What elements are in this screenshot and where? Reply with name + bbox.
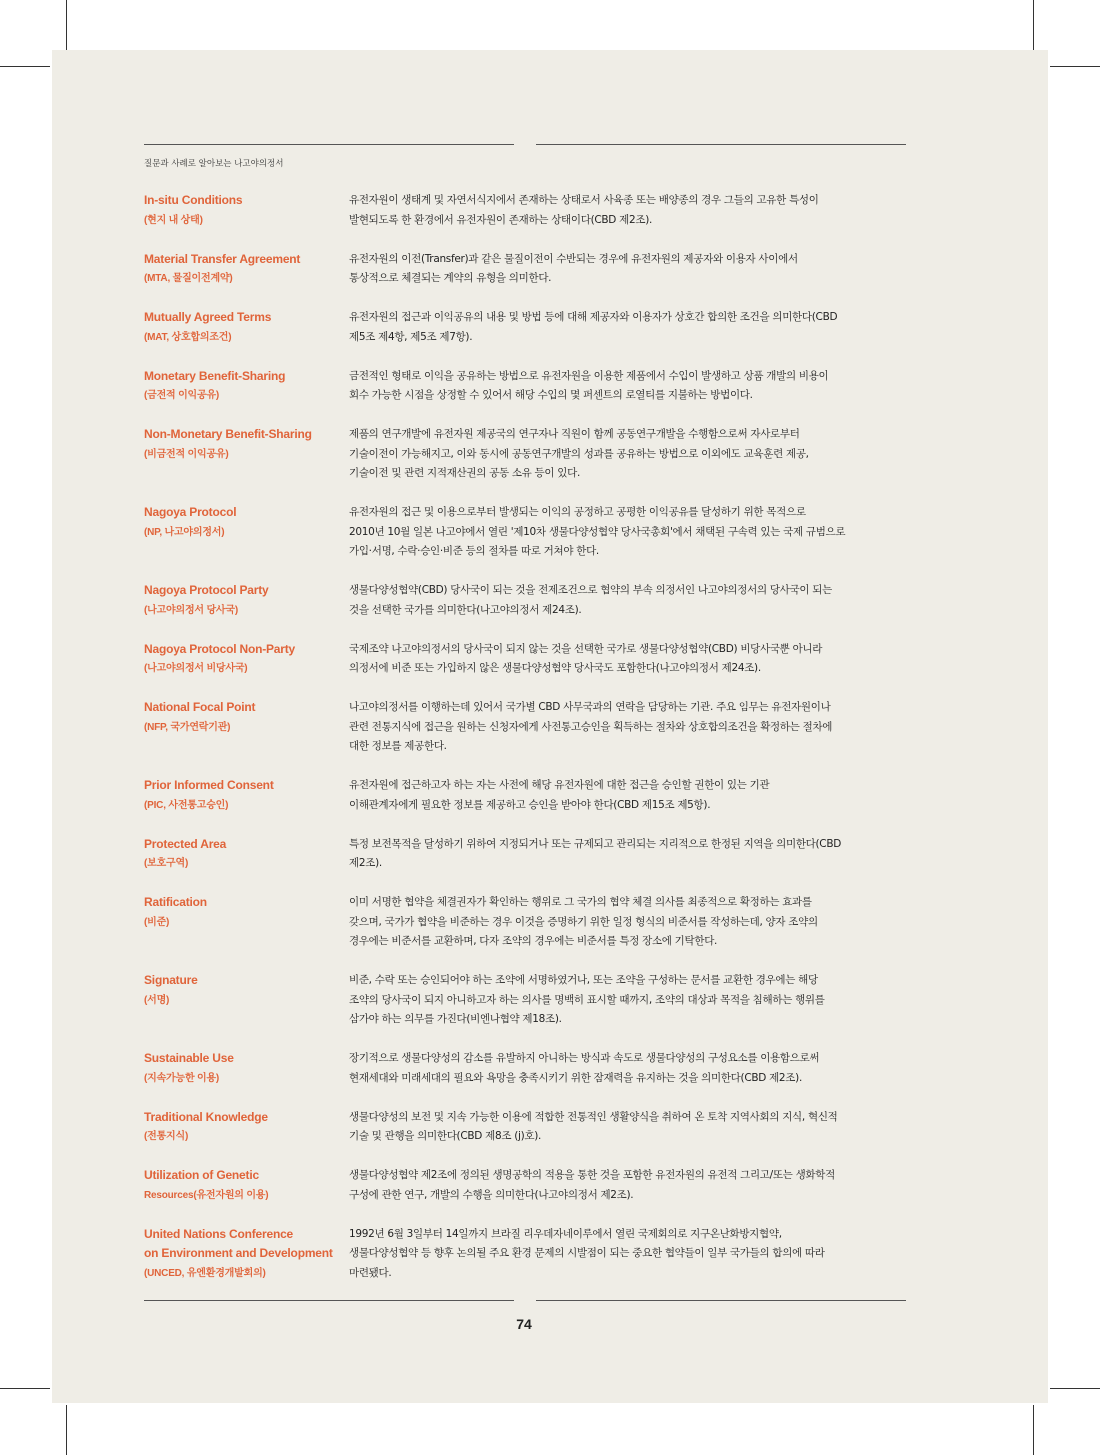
- glossary-definition: [349, 191, 914, 230]
- term-english: Non-Monetary Benefit-Sharing: [144, 427, 312, 441]
- crop-mark: [1033, 0, 1034, 50]
- term-korean: (현지 내 상태): [144, 214, 203, 226]
- glossary-definition: [349, 250, 914, 289]
- term-korean: (비준): [144, 916, 170, 928]
- glossary-list: [144, 191, 914, 1283]
- glossary-definition: [349, 425, 914, 484]
- glossary-term: [144, 308, 349, 347]
- definition-line: 기술 및 관행을 의미한다(CBD 제8조 (j)호).: [349, 1130, 542, 1142]
- definition-line: 삼가야 하는 의무를 가진다(비엔나협약 제18조).: [349, 1013, 562, 1025]
- glossary-term: [144, 367, 349, 406]
- glossary-entry: [144, 835, 914, 874]
- definition-line: 장기적으로 생물다양성의 감소를 유발하지 아니하는 방식과 속도로 생물다양성의 구성요소를 이용함으로써: [349, 1052, 820, 1064]
- definition-line: 조약의 당사국이 되지 아니하고자 하는 의사를 명백히 표시할 때까지, 조약의 대상과 목적을 침해하는 행위를: [349, 993, 825, 1006]
- definition-line: 유전자원의 이전(Transfer)과 같은 물질이전이 수반되는 경우에 유전자원의 제공자와 이용자 사이에서: [349, 252, 798, 265]
- glossary-term: [144, 503, 349, 542]
- definition-line: 제2조).: [349, 857, 382, 869]
- term-korean: (NFP, 국가연락기관): [144, 721, 231, 733]
- term-english: Nagoya Protocol Non-Party: [144, 641, 296, 656]
- glossary-definition: [349, 640, 914, 679]
- definition-line: 의정서에 비준 또는 가입하지 않은 생물다양성협약 당사국도 포함한다(나고야의정서 제24조).: [349, 662, 761, 674]
- glossary-entry: [144, 503, 914, 562]
- glossary-term: [144, 893, 349, 932]
- definition-line: 국제조약 나고야의정서의 당사국이 되지 않는 것을 선택한 국가로 생물다양성협약(CBD) 비당사국뿐 아니라: [349, 642, 823, 655]
- glossary-entry: [144, 1108, 914, 1147]
- glossary-definition: [349, 503, 914, 562]
- definition-line: 것을 선택한 국가를 의미한다(나고야의정서 제24조).: [349, 603, 582, 616]
- glossary-term: [144, 425, 349, 464]
- definition-line: 대한 정보를 제공한다.: [349, 740, 447, 752]
- glossary-term: [144, 191, 349, 230]
- glossary-definition: [349, 971, 914, 1030]
- term-korean: (PIC, 사전통고승인): [144, 799, 229, 811]
- term-english: United Nations Conference: [144, 1226, 294, 1241]
- glossary-entry: [144, 250, 914, 289]
- term-english: Mutually Agreed Terms: [144, 310, 272, 324]
- header-rule-right: [536, 144, 906, 145]
- definition-line: 이해관계자에게 필요한 정보를 제공하고 승인을 받아야 한다(CBD 제15조 제5항).: [349, 798, 711, 811]
- term-korean: Resources(유전자원의 이용): [144, 1189, 269, 1201]
- crop-mark: [1050, 66, 1100, 67]
- definition-line: 기술이전이 가능해지고, 이와 동시에 공동연구개발의 성과를 공유하는 방법으로 이외에도 교육훈련 제공,: [349, 447, 809, 460]
- definition-line: 제품의 연구개발에 유전자원 제공국의 연구자나 직원이 함께 공동연구개발을 수행함으로써 자사로부터: [349, 428, 800, 440]
- definition-line: 이미 서명한 협약을 체결권자가 확인하는 행위로 그 국가의 협약 체결 의사를 최종적으로 확정하는 효과를: [349, 896, 812, 908]
- glossary-term: [144, 1225, 349, 1284]
- glossary-entry: [144, 1049, 914, 1088]
- definition-line: 갖으며, 국가가 협약을 비준하는 경우 이것을 증명하기 위한 일정 형식의 비준서를 작성하는데, 양자 조약의: [349, 915, 818, 928]
- term-korean: (보호구역): [144, 858, 189, 869]
- glossary-entry: [144, 971, 914, 1030]
- page-number: 74: [516, 1316, 532, 1332]
- glossary-definition: [349, 308, 914, 347]
- glossary-entry: [144, 698, 914, 757]
- term-english: Nagoya Protocol: [144, 505, 237, 519]
- term-korean: (나고야의정서 비당사국): [144, 663, 248, 674]
- term-english: Nagoya Protocol Party: [144, 583, 269, 597]
- term-english: on Environment and Development: [144, 1246, 333, 1260]
- glossary-entry: [144, 1225, 914, 1284]
- definition-line: 기술이전 및 관련 지적재산권의 공동 소유 등이 있다.: [349, 467, 581, 479]
- glossary-entry: [144, 367, 914, 406]
- definition-line: 통상적으로 체결되는 계약의 유형을 의미한다.: [349, 272, 552, 284]
- glossary-definition: [349, 1049, 914, 1088]
- footer-rule-left: [144, 1300, 514, 1301]
- crop-mark: [1050, 1388, 1100, 1389]
- definition-line: 발현되도록 한 환경에서 유전자원이 존재하는 상태이다(CBD 제2조).: [349, 213, 653, 226]
- term-english: Sustainable Use: [144, 1051, 234, 1065]
- term-korean: (MTA, 물질이전계약): [144, 273, 233, 284]
- definition-line: 생물다양성협약(CBD) 당사국이 되는 것을 전제조건으로 협약의 부속 의정서인 나고야의정서의 당사국이 되는: [349, 584, 832, 596]
- term-english: Signature: [144, 973, 198, 987]
- glossary-definition: [349, 1166, 914, 1205]
- glossary-entry: [144, 893, 914, 952]
- glossary-entry: [144, 776, 914, 815]
- glossary-entry: [144, 1166, 914, 1205]
- definition-line: 유전자원이 생태계 및 자연서식지에서 존재하는 상태로서 사육종 또는 배양종의 경우 그들의 고유한 특성이: [349, 194, 819, 206]
- crop-mark: [66, 0, 67, 50]
- term-korean: (서명): [144, 994, 170, 1006]
- definition-line: 생물다양성협약 등 향후 논의될 주요 환경 문제의 시발점이 되는 중요한 협약들이 일부 국가들의 합의에 따라: [349, 1247, 825, 1259]
- crop-mark: [0, 66, 50, 67]
- glossary-entry: [144, 640, 914, 679]
- term-korean: (나고야의정서 당사국): [144, 604, 238, 616]
- term-english: Ratification: [144, 895, 207, 909]
- term-english: Protected Area: [144, 836, 227, 851]
- definition-line: 경우에는 비준서를 교환하며, 다자 조약의 경우에는 비준서를 특정 장소에 기탁한다.: [349, 935, 718, 947]
- definition-line: 2010년 10월 일본 나고야에서 열린 '제10차 생물다양성협약 당사국총회'에서 채택된 구속력 있는 국제 규범으로: [349, 525, 846, 538]
- glossary-term: [144, 835, 349, 874]
- definition-line: 구성에 관한 연구, 개발의 수행을 의미한다(나고야의정서 제2조).: [349, 1188, 634, 1201]
- term-korean: (NP, 나고야의정서): [144, 526, 225, 538]
- glossary-definition: [349, 893, 914, 952]
- term-english: Monetary Benefit-Sharing: [144, 368, 286, 383]
- glossary-entry: [144, 581, 914, 620]
- glossary-term: [144, 581, 349, 620]
- definition-line: 유전자원에 접근하고자 하는 자는 사전에 해당 유전자원에 대한 접근을 승인할 권한이 있는 기관: [349, 779, 770, 791]
- header-rule-left: [144, 144, 514, 145]
- glossary-term: [144, 640, 349, 679]
- definition-line: 현재세대와 미래세대의 필요와 욕망을 충족시키기 위한 잠재력을 유지하는 것을 의미한다(CBD 제2조).: [349, 1071, 802, 1084]
- term-english: National Focal Point: [144, 700, 256, 714]
- definition-line: 비준, 수락 또는 승인되어야 하는 조약에 서명하였거나, 또는 조약을 구성하는 문서를 교환한 경우에는 해당: [349, 974, 818, 986]
- term-english: In-situ Conditions: [144, 193, 243, 207]
- definition-line: 유전자원의 접근과 이익공유의 내용 및 방법 등에 대해 제공자와 이용자가 상호간 합의한 조건을 의미한다(CBD: [349, 311, 838, 323]
- definition-line: 생물다양성의 보전 및 지속 가능한 이용에 적합한 전통적인 생활양식을 취하여 온 토착 지역사회의 지식, 혁신적: [349, 1110, 838, 1123]
- glossary-definition: [349, 581, 914, 620]
- glossary-definition: [349, 835, 914, 874]
- glossary-term: [144, 250, 349, 289]
- glossary-term: [144, 1108, 349, 1147]
- glossary-term: [144, 698, 349, 737]
- definition-line: 1992년 6월 3일부터 14일까지 브라질 리우데자네이루에서 열린 국제회의로 지구온난화방지협약,: [349, 1227, 782, 1240]
- glossary-definition: [349, 1108, 914, 1147]
- term-english: Traditional Knowledge: [144, 1109, 268, 1124]
- term-english: Prior Informed Consent: [144, 778, 274, 792]
- glossary-definition: [349, 698, 914, 757]
- definition-line: 나고야의정서를 이행하는데 있어서 국가별 CBD 사무국과의 연락을 담당하는 기관. 주요 임무는 유전자원이나: [349, 701, 831, 713]
- term-korean: (비금전적 이익공유): [144, 448, 229, 460]
- term-korean: (금전적 이익공유): [144, 390, 220, 401]
- glossary-entry: [144, 308, 914, 347]
- definition-line: 가입·서명, 수락·승인·비준 등의 절차를 따로 거쳐야 한다.: [349, 545, 599, 557]
- glossary-entry: [144, 425, 914, 484]
- definition-line: 제5조 제4항, 제5조 제7항).: [349, 330, 473, 343]
- definition-line: 회수 가능한 시점을 상정할 수 있어서 해당 수입의 몇 퍼센트의 로열티를 지불하는 방법이다.: [349, 389, 753, 401]
- definition-line: 유전자원의 접근 및 이용으로부터 발생되는 이익의 공정하고 공평한 이익공유를 달성하기 위한 목적으로: [349, 506, 806, 518]
- term-korean: (지속가능한 이용): [144, 1072, 220, 1084]
- definition-line: 특정 보전목적을 달성하기 위하여 지정되거나 또는 규제되고 관리되는 지리적으로 한정된 지역을 의미한다(CBD: [349, 837, 842, 850]
- crop-mark: [0, 1388, 50, 1389]
- term-korean: (MAT, 상호합의조건): [144, 331, 232, 343]
- definition-line: 마련됐다.: [349, 1266, 392, 1279]
- term-korean: (UNCED, 유엔환경개발회의): [144, 1267, 266, 1279]
- document-page: [52, 50, 1048, 1403]
- glossary-definition: [349, 367, 914, 406]
- crop-mark: [66, 1405, 67, 1455]
- glossary-entry: [144, 191, 914, 230]
- definition-line: 생물다양성협약 제2조에 정의된 생명공학의 적용을 통한 것을 포함한 유전자원의 유전적 그리고/또는 생화학적: [349, 1169, 835, 1181]
- glossary-definition: [349, 1225, 914, 1284]
- term-english: Material Transfer Agreement: [144, 251, 301, 266]
- glossary-term: [144, 1166, 349, 1205]
- definition-line: 금전적인 형태로 이익을 공유하는 방법으로 유전자원을 이용한 제품에서 수입이 발생하고 상품 개발의 비용이: [349, 369, 829, 382]
- glossary-definition: [349, 776, 914, 815]
- running-head: 질문과 사례로 알아보는 나고야의정서: [144, 159, 284, 169]
- term-english: Utilization of Genetic: [144, 1168, 259, 1182]
- crop-mark: [1033, 1405, 1034, 1455]
- glossary-term: [144, 776, 349, 815]
- term-korean: (전통지식): [144, 1131, 189, 1142]
- glossary-term: [144, 971, 349, 1010]
- glossary-term: [144, 1049, 349, 1088]
- footer-rule-right: [536, 1300, 906, 1301]
- definition-line: 관련 전통지식에 접근을 원하는 신청자에게 사전통고승인을 획득하는 절차와 상호합의조건을 확정하는 절차에: [349, 720, 833, 733]
